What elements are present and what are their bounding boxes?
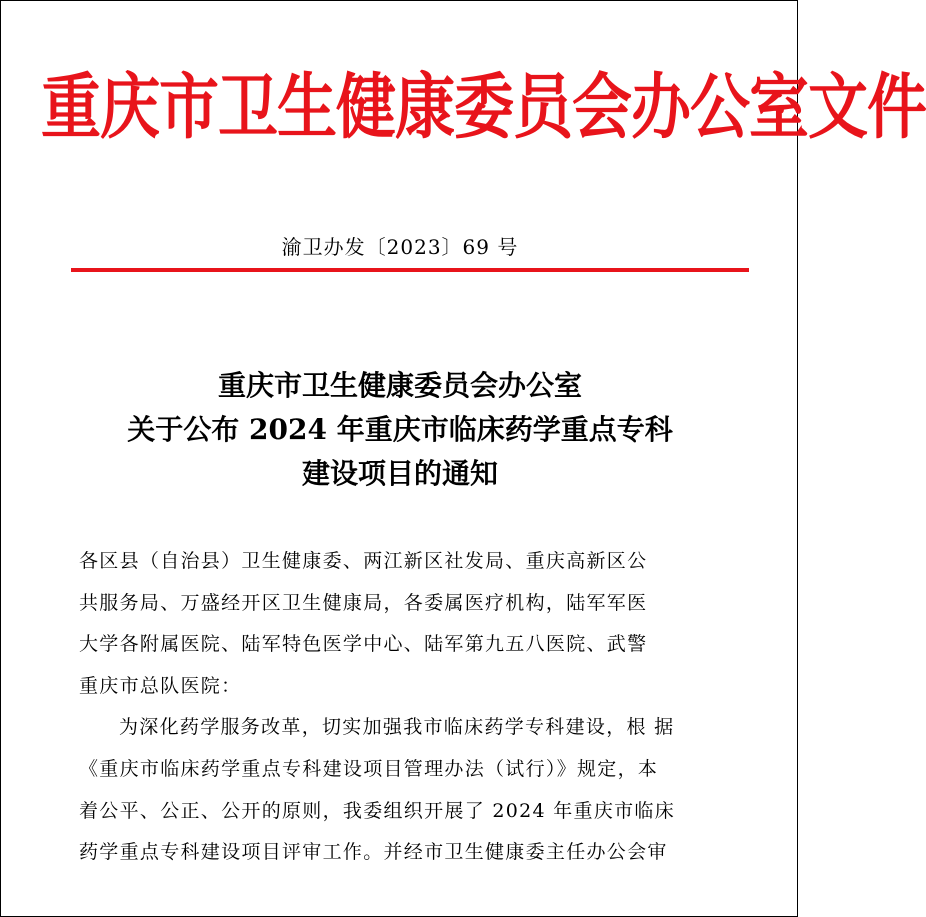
addressee-line: 大学各附属医院、陆军特色医学中心、陆军第九五八医院、武警	[79, 633, 648, 656]
paragraph-line: 着公平、公正、公开的原则，我委组织开展了 2024 年重庆市临床	[79, 799, 676, 822]
document-number: 渝卫办发〔2023〕69 号	[281, 235, 519, 259]
paragraph-line: 《重庆市临床药学重点专科建设项目管理办法（试行）》规定，本	[79, 757, 659, 780]
title-line: 建设项目的通知	[301, 457, 498, 490]
title-line: 关于公布 2024 年重庆市临床药学重点专科	[127, 413, 673, 446]
document-masthead: 重庆市卫生健康委员会办公室文件	[41, 66, 926, 150]
addressee-line: 重庆市总队医院：	[79, 674, 242, 697]
addressee-line: 共服务局、万盛经开区卫生健康局，各委属医疗机构，陆军军医	[79, 591, 648, 614]
paragraph-line: 为深化药学服务改革，切实加强我市临床药学专科建设，根 据	[119, 716, 675, 739]
addressee-line: 各区县（自治县）卫生健康委、两江新区社发局、重庆高新区公	[79, 550, 648, 572]
title-line: 重庆市卫生健康委员会办公室	[217, 369, 582, 402]
notice-title	[1, 364, 799, 496]
notice-body	[79, 541, 747, 874]
red-divider-line	[71, 268, 749, 272]
paragraph-line: 药学重点专科建设项目评审工作。并经市卫生健康委主任办公会审	[79, 841, 668, 864]
